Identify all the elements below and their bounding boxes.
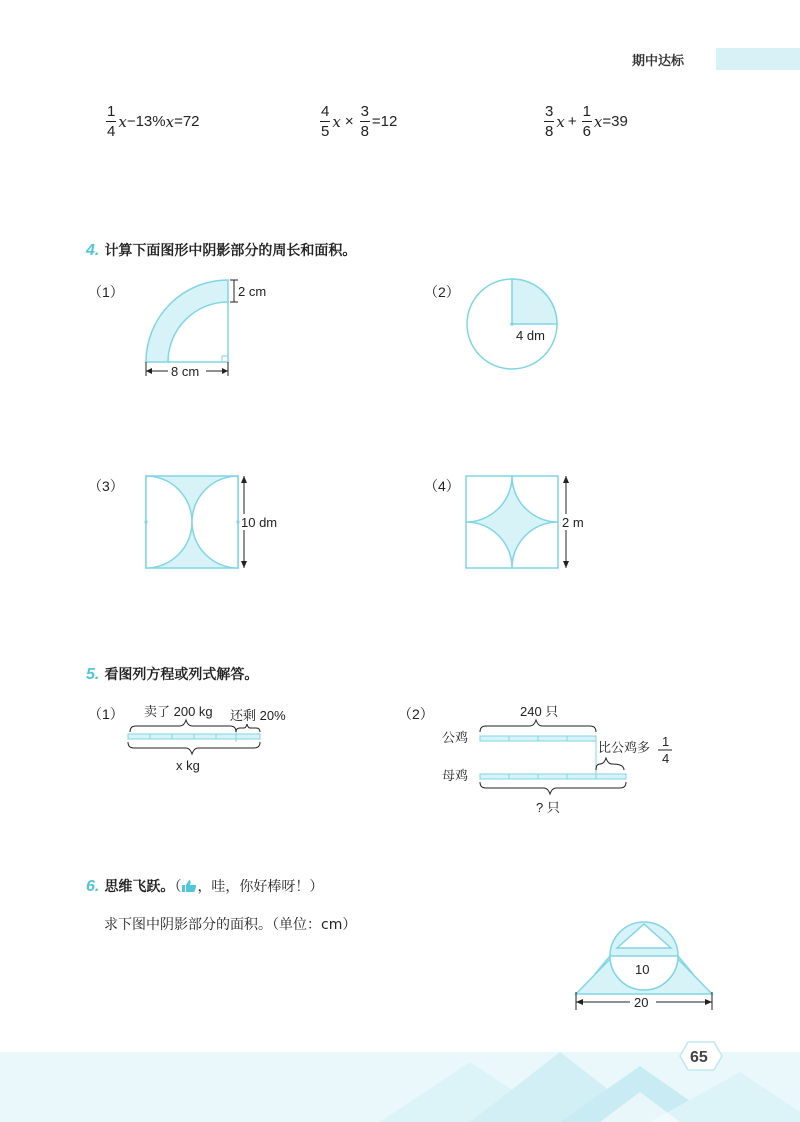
fig2-radius-label: 4 dm [516, 328, 545, 343]
praise-open: （ [174, 879, 182, 895]
inner-diameter-label: 10 [635, 962, 650, 977]
equation-3: $\frac{3}{8}$ x + $\frac{1}{6}$ x =39 [545, 103, 628, 140]
total-label: x kg [176, 758, 200, 773]
q5-fig1-label: （1） [88, 706, 124, 722]
q6-heading [86, 876, 323, 896]
page-number: 65 [690, 1049, 708, 1066]
q4-heading [86, 240, 356, 260]
q4-fig4-diagram [460, 470, 600, 574]
question-number: 6. [86, 878, 100, 895]
fraction: $\frac{1}{4}$ [107, 103, 116, 140]
q5-fig2-label: （2） [398, 706, 434, 722]
rooster-label: 公鸡 [442, 730, 469, 745]
q4-fig1-diagram [130, 270, 310, 390]
header-title: 期中达标 [632, 54, 685, 69]
q4-fig2-diagram [460, 274, 570, 374]
page-number-badge [678, 1040, 724, 1072]
question-number: 4. [86, 242, 100, 259]
fraction: $\frac{4}{5}$ [321, 103, 330, 140]
fraction: $\frac{3}{8}$ [360, 103, 369, 140]
question-number: 5. [86, 666, 100, 683]
remain-label: 还剩 20% [230, 708, 286, 723]
q5-heading [86, 664, 258, 684]
fraction: $\frac{1}{6}$ [582, 103, 591, 140]
shaded-ring-sector [146, 280, 228, 362]
q5-fig1-diagram [120, 698, 320, 778]
hen-bar [480, 774, 626, 779]
shaded-quarter [512, 279, 557, 324]
q6-diagram [568, 916, 728, 1016]
hen-label: 母鸡 [442, 768, 469, 783]
question-title: 思维飞跃。 [104, 879, 175, 895]
thumbs-up-icon [181, 879, 197, 893]
top-count-label: 240 只 [520, 704, 559, 719]
fraction: $\frac{3}{8}$ [545, 103, 554, 140]
q5-fig2-diagram [440, 700, 700, 824]
q4-fig3-label: （3） [88, 478, 124, 494]
fraction-numerator: 1 [662, 734, 670, 749]
question-title: 看图列方程或列式解答。 [104, 667, 259, 683]
header-band [716, 48, 800, 70]
q4-fig4-label: （4） [424, 478, 460, 494]
fig3-side-label: 10 dm [241, 515, 278, 530]
praise-text: ，哇，你好棒呀！） [197, 879, 324, 895]
right-angle-mark [222, 356, 228, 362]
fraction-denominator: 4 [662, 751, 670, 766]
q4-fig2-label: （2） [424, 284, 460, 300]
equation-2: $\frac{4}{5}$ x × $\frac{3}{8}$ =12 [321, 103, 398, 140]
base-label: 20 [634, 995, 649, 1010]
q6-instruction: 求下图中阴影部分的面积。（单位：cm） [104, 917, 357, 933]
more-text-label: 比公鸡多 [598, 740, 651, 755]
q4-fig1-label: （1） [88, 284, 124, 300]
fig1-width-label: 2 cm [238, 284, 267, 299]
equation-1: $\frac{1}{4}$ x −13% x =72 [107, 103, 200, 140]
q4-fig3-diagram [140, 470, 300, 574]
sold-label: 卖了 200 kg [144, 704, 213, 719]
question-title: 计算下面图形中阴影部分的周长和面积。 [104, 243, 357, 259]
unknown-label: ? 只 [536, 800, 560, 815]
fig4-side-label: 2 m [562, 515, 584, 530]
fig1-radius-label: 8 cm [171, 364, 200, 379]
